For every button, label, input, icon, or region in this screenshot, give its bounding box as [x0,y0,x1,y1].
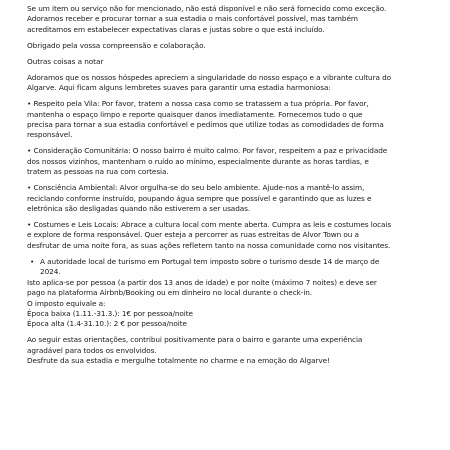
text-line: eletrónica são desligadas quando não estiverem a ser usadas. [27,204,251,214]
appreciation-paragraph [27,73,427,94]
text-line: Adoramos que os nossos hóspedes apreciem a singularidade do nosso espaço e a vibrante cultura do [27,72,392,82]
environment-paragraph [27,183,427,214]
other-heading [27,57,427,67]
text-line: Algarve. Aqui ficam alguns lembretes suaves para garantir uma estadia harmoniosa: [27,83,331,93]
respect-paragraph [27,99,427,141]
closing-paragraph [27,335,427,366]
text-line: Desfrute da sua estadia e mergulhe totalmente no charme e na emoção do Algarve! [27,356,330,366]
text-line: mantenha o espaço limpo e reporte quaisquer danos imediatamente. Fornecemos tudo o que [27,109,363,119]
text-line: A autoridade local de turismo em Portugal tem imposto sobre o turismo desde 14 de março de [40,256,380,266]
intro-paragraph [27,4,427,35]
text-line: reciclando conforme instruído, poupando água sempre que possível e garantindo que as luzes e [27,193,372,203]
text-line: • Costumes e Leis Locais: Abrace a cultura local com mente aberta. Cumpra as leis e costumes locais [27,220,392,230]
text-line: Época alta (1.4-31.10.): 2 € por pessoa/noite [27,319,187,329]
text-line: Ao seguir estas orientações, contribui positivamente para o bairro e garante uma experiência [27,335,363,345]
text-line: acreditamos em estabelecer expectativas claras e justas sobre o que está incluído. [27,24,325,34]
text-line: Se um item ou serviço não for mencionado, não está disponível e não será fornecido como exceção. [27,4,387,13]
text-line: • Consideração Comunitária: O nosso bairro é muito calmo. Por favor, respeitem a paz e privacidade [27,146,388,156]
text-line: • Respeito pela Vila: Por favor, tratem a nossa casa como se tratassem a tua própria. Por favor, [27,99,369,109]
text-line: desfrutar de uma noite fora, as suas ações refletem tanto na nossa comunidade como nos visitantes. [27,240,391,250]
text-line: Outras coisas a notar [27,56,104,66]
text-line: dos nossos vizinhos, mantenham o ruído ao mínimo, especialmente durante as horas tardias, e [27,156,369,166]
community-paragraph [27,146,427,177]
text-line: tratem as pessoas na rua com cortesia. [27,167,169,177]
tax-bullet-item [27,257,427,278]
text-line: e explore de forma responsável. Quer esteja a percorrer as ruas estreitas de Alvor Town ou a [27,230,359,240]
text-line: agradável para todos os envolvidos. [27,345,157,355]
text-line: Adoramos receber e procurar tornar a sua estadia o mais confortável possível, mas também [27,14,358,24]
text-line: Época baixa (1.11.-31.3.): 1€ por pessoa/noite [27,308,193,318]
bullet-icon: • [30,256,35,266]
text-line: O imposto equivale a: [27,298,106,308]
document-page [27,4,427,372]
tourist-tax-section [27,257,427,330]
thanks-paragraph [27,41,427,51]
text-line: precisa para tornar a sua estadia confortável e pedimos que utilize todas as comodidades de forma [27,120,384,130]
text-line: pago na plataforma Airbnb/Booking ou em dinheiro no local durante o check-in. [27,288,313,298]
text-line: Isto aplica-se por pessoa (a partir dos 13 anos de idade) e por noite (máximo 7 noites) e deve ser [27,277,377,287]
text-line: 2024. [40,267,61,277]
text-line: Obrigado pela vossa compreensão e colaboração. [27,40,206,50]
text-line: • Consciência Ambiental: Alvor orgulha-se do seu belo ambiente. Ajude-nos a mantê-lo assim, [27,183,365,193]
text-line: responsável. [27,130,73,140]
customs-paragraph [27,220,427,251]
